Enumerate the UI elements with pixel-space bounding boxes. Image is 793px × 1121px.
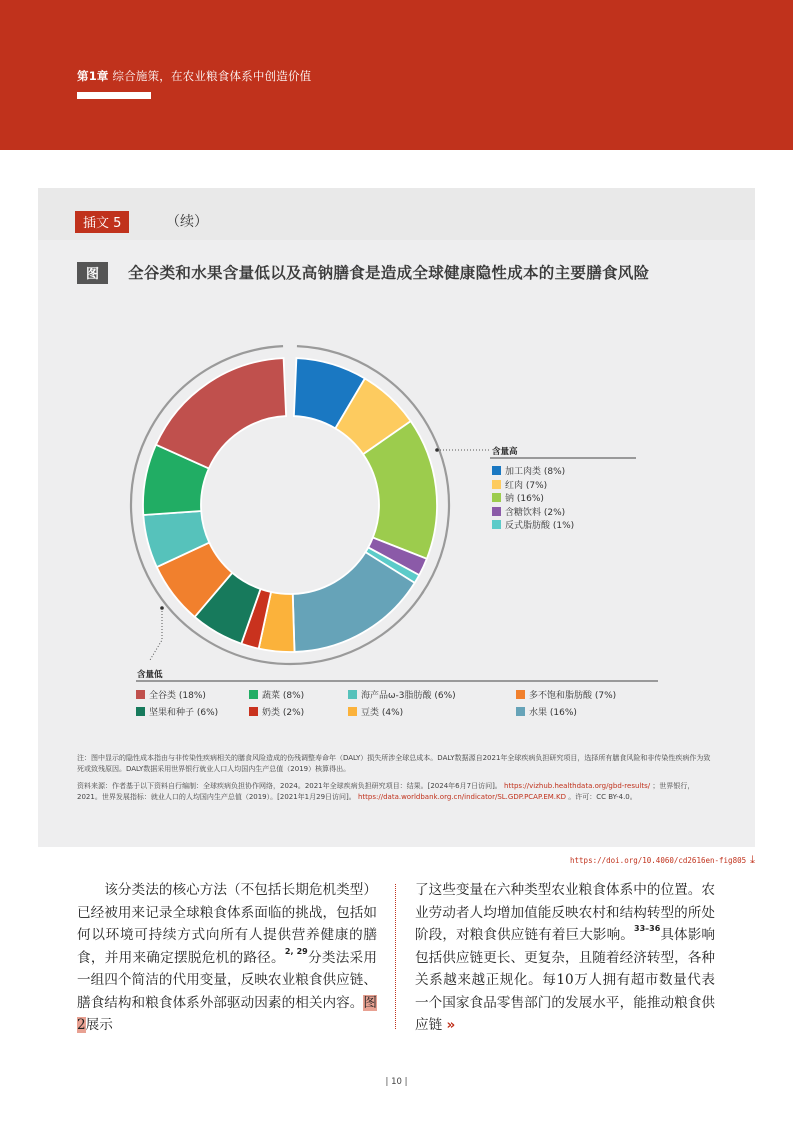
legend-label: 多不饱和脂肪酸 (7%) [529, 691, 617, 701]
low-leader-line [150, 608, 162, 660]
chapter-title: 综合施策，在农业粮食体系中创造价值 [112, 69, 312, 83]
legend-label: 钠 (16%) [505, 494, 544, 504]
legend-swatch [492, 480, 501, 489]
citation-ref[interactable]: 33–36 [634, 924, 661, 933]
legend-label: 蔬菜 (8%) [262, 691, 305, 701]
legend-low-item [516, 705, 577, 718]
low-leader-dot [160, 606, 164, 610]
legend-high-item [492, 478, 547, 491]
legend-swatch [492, 493, 501, 502]
legend-label: 海产品ω-3脂肪酸 (6%) [361, 691, 456, 701]
legend-label: 红肉 (7%) [505, 480, 548, 491]
doi-text[interactable]: https://doi.org/10.4060/cd2616en-fig805 [570, 856, 747, 865]
legend-low-item [136, 705, 218, 718]
legend-label: 豆类 (4%) [361, 708, 404, 718]
high-leader-dot [435, 448, 439, 452]
legend-label: 奶类 (2%) [262, 708, 305, 718]
legend-low-item [249, 705, 304, 718]
body-right-text-1: 了这些变量在六种类型农业粮食体系中的位置。农业劳动者人均增加值能反映农村和结构转型的所处阶段，对粮食供应链有着巨大影响。 [415, 882, 715, 943]
figure-source [77, 781, 717, 803]
body-right-text-2: 具体影响包括供应链更长、更复杂，且随着经济转型，各种关系越来越正规化。每10万人拥有超市数量代表一个国家食品零售部门的发展水平，能推动粮食供应链 [415, 927, 716, 1033]
continue-arrow-icon[interactable]: » [446, 1017, 456, 1033]
legend-low-item [136, 688, 206, 701]
legend-swatch [516, 690, 525, 699]
legend-low-item [348, 705, 403, 718]
legend-high-title: 含量高 [492, 447, 518, 457]
column-divider [395, 884, 396, 1029]
legend-label: 坚果和种子 (6%) [149, 708, 219, 718]
doi-link[interactable] [570, 853, 755, 867]
legend-swatch [492, 466, 501, 475]
figure-title: 全谷类和水果含量低以及高钠膳食是造成全球健康隐性成本的主要膳食风险 [128, 264, 650, 282]
legend-swatch [492, 520, 501, 529]
figure-tag: 图 [77, 262, 108, 284]
figure-2-link[interactable]: 图2 [77, 994, 377, 1033]
source-end: 。许可：CC BY-4.0。 [568, 793, 637, 801]
donut-slices [143, 358, 437, 652]
box-continued: （续） [166, 214, 208, 230]
source-link-gbd[interactable]: https://vizhub.healthdata.org/gbd-results/ [504, 782, 651, 790]
figure-note: 注：图中显示的隐性成本指由与非传染性疾病相关的膳食风险造成的伤残调整寿命年（DALY）损失所涉全球总成本。DALY数据源自2021年全球疾病负担研究项目，选择所有膳食风险和非传染性疾病作为致死或致残原因。DALY数据采用世界银行就业人口人均国内生产总值（2019）核算得出。 [77, 754, 711, 773]
legend-low-item [249, 688, 304, 701]
body-left-text-3: 展示 [85, 1017, 113, 1033]
legend-high-item [492, 505, 565, 518]
body-left-text-2: 分类法采用一组四个简洁的代用变量，反映农业粮食供应链、膳食结构和粮食体系外部驱动因素的相关内容。 [77, 949, 378, 1011]
legend-label: 加工肉类 (8%) [505, 467, 566, 477]
slice-13 [156, 358, 286, 468]
legend-swatch [348, 690, 357, 699]
legend-low-item [348, 688, 456, 701]
source-link-worldbank[interactable]: https://data.worldbank.org.cn/indicator/SL.GDP.PCAP.EM.KD [358, 793, 566, 801]
page-number: | 10 | [385, 1077, 408, 1087]
chapter-label: 第1章 [77, 69, 109, 83]
legend-swatch [136, 707, 145, 716]
legend-label: 反式脂肪酸 (1%) [505, 521, 575, 531]
legend-swatch [492, 507, 501, 516]
body-column-right [415, 879, 715, 1037]
body-column-left [77, 879, 377, 1037]
download-icon[interactable]: ⤓ [750, 853, 755, 866]
box-label: 插文 5 [75, 211, 129, 233]
citation-ref[interactable]: 2, 29 [284, 946, 308, 956]
source-mid: ；世界银行，2021。世界发展指标：就业人口的人均国内生产总值（2019）。[2021年1月29日访问]。 [77, 782, 695, 801]
legend-label: 含糖饮料 (2%) [505, 507, 566, 518]
legend-label: 水果 (16%) [529, 708, 577, 718]
legend-swatch [348, 707, 357, 716]
legend-label: 全谷类 (18%) [149, 691, 206, 701]
legend-low-title: 含量低 [137, 670, 163, 680]
source-intro: 资料来源：作者基于以下资料自行编制：全球疾病负担协作网络，2024。2021年全球疾病负担研究项目：结果。[2024年6月7日访问]。 [77, 782, 502, 790]
legend-swatch [249, 707, 258, 716]
legend-high-item [492, 464, 565, 477]
legend-low-item [516, 688, 616, 701]
body-left-text-1: 该分类法的核心方法（不包括长期危机类型）已经被用来记录全球粮食体系面临的挑战，包括如何以环境可持续方式向所有人提供营养健康的膳食，并用来确定摆脱危机的路径。 [77, 882, 377, 966]
legend-swatch [249, 690, 258, 699]
legend-high-item [492, 518, 574, 531]
legend-swatch [136, 690, 145, 699]
legend-high-item [492, 491, 544, 504]
legend-swatch [516, 707, 525, 716]
